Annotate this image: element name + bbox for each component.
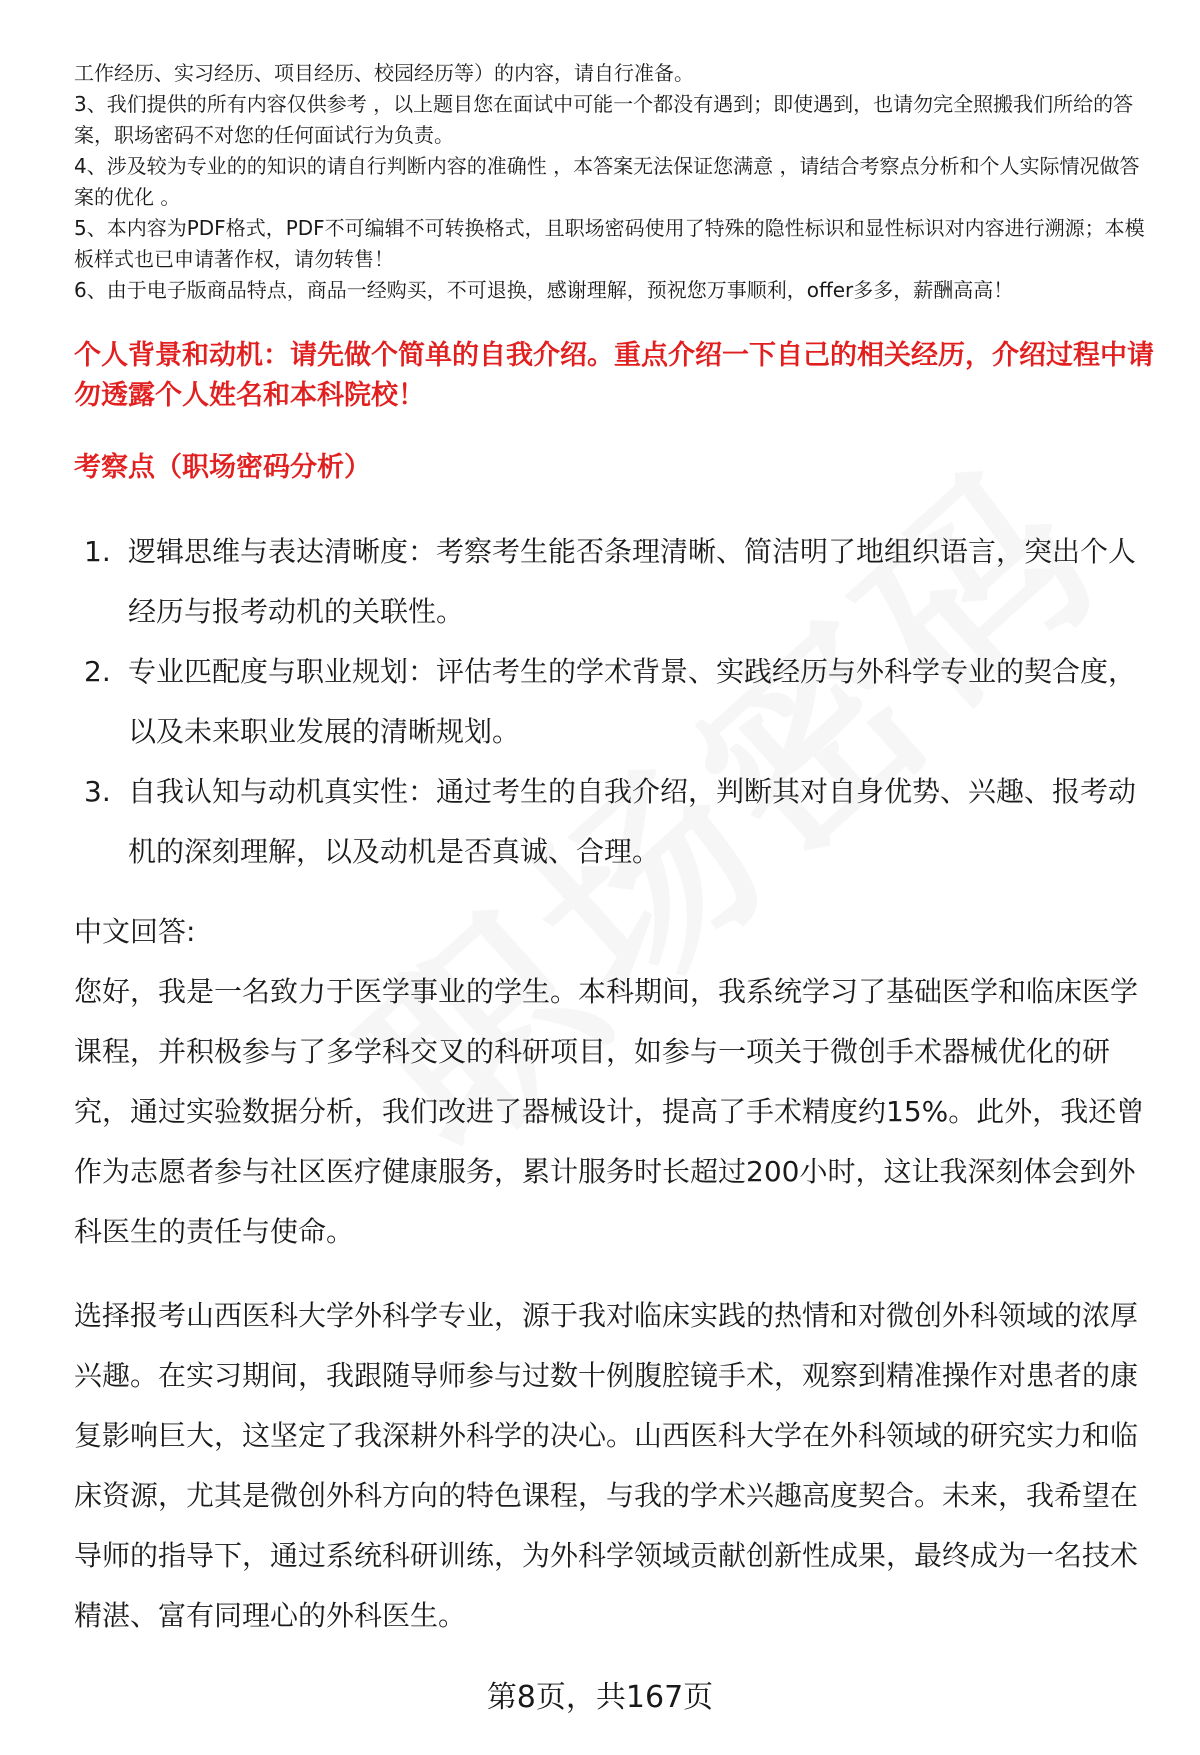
analysis-point [84, 642, 1144, 762]
notice-line: 工作经历、实习经历、项目经历、校园经历等）的内容，请自行准备。 [74, 61, 694, 85]
notice-item-3: 3、我们提供的所有内容仅供参考 ，以上题目您在面试中可能一个都没有遇到；即使遇到，也请勿完全照搬我们所给的答案，职场密码不对您的任何面试行为负责。 [74, 92, 1134, 147]
answer-text: 选择报考山西医科大学外科学专业，源于我对临床实践的热情和对微创外科领域的浓厚兴趣。在实习期间，我跟随导师参与过数十例腹腔镜手术，观察到精准操作对患者的康复影响巨大，这坚定了我深耕外科学的决心。山西医科大学在外科领域的研究实力和临床资源，尤其是微创外科方向的特色课程，与我的学术兴趣高度契合。未来，我希望在导师的指导下，通过系统科研训练，为外科学领域贡献创新性成果，最终成为一名技术精湛、富有同理心的外科医生。 [74, 1299, 1139, 1632]
analysis-points-list [84, 522, 1144, 882]
answer-text: 您好，我是一名致力于医学事业的学生。本科期间，我系统学习了基础医学和临床医学课程，并积极参与了多学科交叉的科研项目，如参与一项关于微创手术器械优化的研究，通过实验数据分析，我们改进了器械设计，提高了手术精度约15%。此外，我还曾作为志愿者参与社区医疗健康服务，累计服务时长超过200小时，这让我深刻体会到外科医生的责任与使命。 [74, 975, 1145, 1248]
answer-paragraph-1 [74, 962, 1154, 1262]
answer-label: 中文回答: [74, 915, 196, 948]
question-heading: 个人背景和动机：请先做个简单的自我介绍。重点介绍一下自己的相关经历，介绍过程中请勿透露个人姓名和本科院校！ [74, 340, 1154, 411]
analysis-point [84, 522, 1144, 642]
point-text: 自我认知与动机真实性：通过考生的自我介绍，判断其对自身优势、兴趣、报考动机的深刻理解，以及动机是否真诚、合理。 [128, 775, 1137, 868]
point-text: 专业匹配度与职业规划：评估考生的学术背景、实践经历与外科学专业的契合度，以及未来职业发展的清晰规划。 [128, 655, 1137, 748]
analysis-heading: 考察点（职场密码分析） [74, 452, 371, 483]
point-number: 3. [84, 775, 111, 808]
page-number: 第8页，共167页 [486, 1680, 714, 1715]
notice-block [74, 58, 1154, 306]
notice-item-5: 5、本内容为PDF格式，PDF不可编辑不可转换格式，且职场密码使用了特殊的隐性标识和显性标识对内容进行溯源；本模板样式也已申请著作权，请勿转售！ [74, 216, 1145, 271]
point-text: 逻辑思维与表达清晰度：考察考生能否条理清晰、简洁明了地组织语言，突出个人经历与报考动机的关联性。 [128, 535, 1137, 628]
point-number: 2. [84, 655, 111, 688]
point-number: 1. [84, 535, 111, 568]
answer-paragraph-2 [74, 1286, 1154, 1646]
notice-item-4: 4、涉及较为专业的的知识的请自行判断内容的准确性 ，本答案无法保证您满意 ，请结合考察点分析和个人实际情况做答案的优化 。 [74, 154, 1140, 209]
notice-item-6: 6、由于电子版商品特点，商品一经购买，不可退换，感谢理解，预祝您万事顺利，offer多多，薪酬高高！ [74, 278, 1014, 302]
analysis-point [84, 762, 1144, 882]
